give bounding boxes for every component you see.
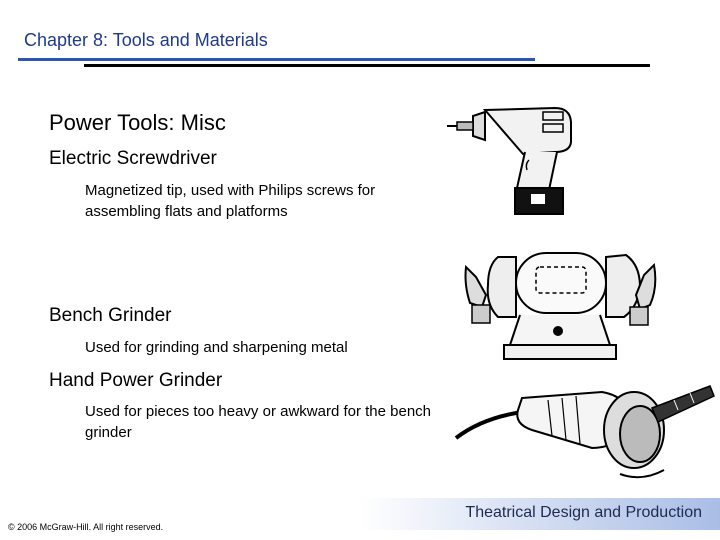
section-heading-hand-power-grinder: Hand Power Grinder (49, 370, 223, 391)
slide-title: Power Tools: Misc (49, 110, 226, 135)
chapter-title: Chapter 8: Tools and Materials (24, 30, 268, 50)
hand-power-grinder-icon (452, 378, 717, 488)
section-description-hand-power-grinder: Used for pieces too heavy or awkward for the bench grinder (85, 403, 432, 441)
bench-grinder-icon (458, 245, 663, 365)
title-rule-black (84, 64, 650, 67)
footer-title: Theatrical Design and Production (465, 504, 702, 521)
section-heading-electric-screwdriver: Electric Screwdriver (49, 148, 217, 169)
section-heading-bench-grinder: Bench Grinder (49, 305, 172, 326)
section-description-bench-grinder: Used for grinding and sharpening metal (85, 339, 348, 356)
section-description-electric-screwdriver: Magnetized tip, used with Philips screws for assembling flats and platforms (85, 182, 376, 220)
copyright-notice: © 2006 McGraw-Hill. All right reserved. (8, 522, 164, 532)
electric-screwdriver-icon (445, 100, 585, 220)
title-rule-blue (18, 58, 535, 61)
